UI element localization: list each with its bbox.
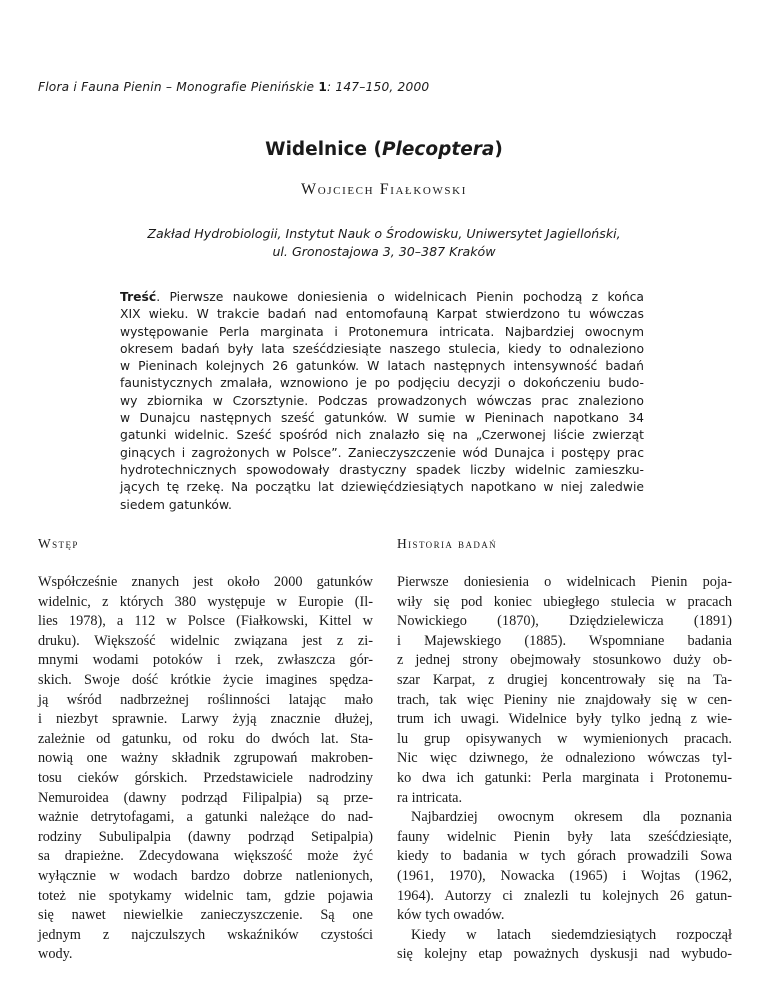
text-line: Nowickiego (1870), Dziędzielewicza (1891) — [397, 613, 732, 630]
abstract-line: wy zbiornika w Czorsztynie. Podczas prowadzonych wówczas prac znaleziono — [120, 393, 644, 408]
abstract-line: ginących i zagrożonych w Polsce”. Zanieczyszczenie wód Dunajca i postępy prac — [120, 445, 644, 460]
section-heading-wstep: Wstęp — [38, 536, 79, 551]
text-line: się kolejny etap poważnych dyskusji nad wybudo- — [397, 946, 732, 963]
text-line: wyłącznie w wodach bardzo dobrze natlenionych, — [38, 867, 373, 884]
text-line: trach, tak więc Pieniny nie znajdowały się w cen- — [397, 691, 732, 708]
title-text: Widelnice ( — [265, 139, 382, 160]
text-line: wiły się pod koniec ubiegłego stulecia w pracach — [397, 593, 732, 610]
text-line: toteż nie spotykamy widelnic tam, gdzie pojawia — [38, 887, 373, 904]
abstract-line: XIX wieku. W trakcie badań nad entomofauną Karpat stwierdzono tu wówczas — [120, 307, 644, 322]
text-line: tosu cieków górskich. Przedstawiciele nadrodziny — [38, 769, 373, 786]
text-line: wody. — [38, 946, 73, 963]
text-line: Pierwsze doniesienia o widelnicach Pienin poja- — [397, 574, 732, 590]
abstract-label: Treść — [120, 290, 157, 304]
abstract-line: jących tę rzekę. Na początku lat dziewięćdziesiątych napotkano w niej zaledwie — [120, 480, 644, 495]
text-line: jednym z najczulszych wskaźników czystości — [38, 926, 373, 943]
abstract-line: występowanie Perla marginata i Protonemura intricata. Najbardziej owocnym — [120, 324, 644, 339]
text-line: druku). Większość widelnic związana jest z zi- — [38, 632, 373, 649]
abstract-line: faunistycznych zmalała, wznowiono je po podjęciu decyzji o dokończeniu budo- — [120, 376, 644, 391]
author-name: Wojciech Fiałkowski — [301, 181, 467, 198]
text-line: się nawet niewielkie zanieczyszczenie. Są one — [38, 907, 373, 924]
text-line: Kiedy w latach siedemdziesiątych rozpoczął — [411, 926, 732, 943]
text-line: Najbardziej owocnym okresem dla poznania — [411, 809, 732, 826]
abstract-line: siedem gatunków. — [120, 497, 232, 512]
abstract-line: okresem badań były lata sześćdziesiąte naszego stulecia, kiedy to odnaleziono — [120, 341, 644, 356]
abstract — [120, 289, 644, 514]
text-line: ra intricata. — [397, 789, 463, 806]
title-taxon: Plecoptera — [381, 139, 495, 160]
text-line: Nic więc dziwnego, że odnaleziono wówczas tyl- — [397, 750, 732, 767]
affiliation — [0, 225, 768, 260]
text-line: szar Karpat, z drugiej koncentrowały się na Ta- — [397, 671, 732, 688]
text-line: sa drapieżne. Zdecydowana większość może żyć — [38, 848, 373, 865]
abstract-line: w Dunajcu następnych sześć gatunków. W sumie w Pieninach napotkano 34 — [120, 411, 644, 426]
abstract-line: gatunki widelnic. Sześć spośród nich znalazło się na „Czerwonej liście zwierząt — [120, 428, 644, 443]
text-line: trum ich uwagi. Widelnice były tylko jedną z wie- — [397, 711, 732, 728]
abstract-line: Treść. Pierwsze naukowe doniesienia o widelnicach Pienin pochodzą z końca — [120, 290, 644, 304]
text-line: i niezbyt sprawnie. Larwy żyją znacznie dłużej, — [38, 711, 373, 728]
text-line: 1964). Autorzy ci znalezli tu kolejnych 26 gatun- — [397, 887, 732, 904]
journal-citation — [38, 80, 429, 94]
text-line: nowią one ważny składnik zgrupowań makroben- — [38, 750, 373, 767]
affiliation-line-2: ul. Gronostajowa 3, 30–387 Kraków — [272, 243, 496, 259]
journal-name: Flora i Fauna Pienin – Monografie Pienińskie — [38, 80, 315, 94]
text-line: widelnic, z których 380 występuje w Europie (Il- — [38, 593, 373, 610]
text-line: lu grup opisywanych w wymienionych pracach. — [397, 730, 732, 747]
text-line: ków tych owadów. — [397, 907, 505, 924]
text-line: lies 1978), a 112 w Polsce (Fiałkowski, Kittel w — [38, 613, 373, 630]
text-line: ją wśród nadbrzeżnej roślinności latając mało — [38, 691, 373, 708]
journal-pages: : 147–150, 2000 — [327, 80, 430, 94]
article-title — [0, 139, 768, 160]
abstract-line: hydrotechnicznych spowodowały drastyczny spadek liczby widelnic zamieszku- — [120, 462, 644, 477]
abstract-line: w Pieninach kolejnych 26 gatunków. W latach następnych intensywność badań — [120, 359, 644, 374]
section-heading-historia: Historia badań — [397, 536, 498, 551]
text-line: i Majewskiego (1885). Wspomniane badania — [397, 632, 732, 649]
text-line: skich. Swoje dość krótkie życie imagines spędza- — [38, 671, 373, 688]
text-line: kiedy to badania w tych górach prowadzili Sowa — [397, 848, 732, 865]
column-wstep — [38, 573, 373, 965]
text-line: Współcześnie znanych jest około 2000 gatunków — [38, 574, 373, 590]
text-line: rodziny Subulipalpia (dawny podrząd Setipalpia) — [38, 828, 373, 845]
text-line: z jednej strony obejmowały stosunkowo duży ob- — [397, 652, 732, 669]
text-line: ko dwa ich gatunki: Perla marginata i Protonemu- — [397, 769, 732, 786]
column-historia — [397, 573, 732, 965]
text-line: (1961, 1970), Nowacka (1965) i Wojtas (1962, — [397, 867, 732, 884]
title-close: ) — [494, 139, 503, 160]
text-line: Nemuroidea (dawny podrząd Filipalpia) są prze- — [38, 789, 373, 806]
text-line: ważnie detrytofagami, a gatunki należące do nad- — [38, 809, 373, 826]
text-line: fauny widelnic Pienin były lata sześćdziesiąte, — [397, 828, 732, 845]
affiliation-line-1: Zakład Hydrobiologii, Instytut Nauk o Środowisku, Uniwersytet Jagielloński, — [147, 226, 621, 241]
text-line: zależnie od gatunku, od roku do dwóch lat. Sta- — [38, 730, 373, 747]
text-line: mnymi wodami potoków i rzek, zwłaszcza gór- — [38, 652, 373, 669]
journal-volume: 1 — [318, 80, 327, 94]
